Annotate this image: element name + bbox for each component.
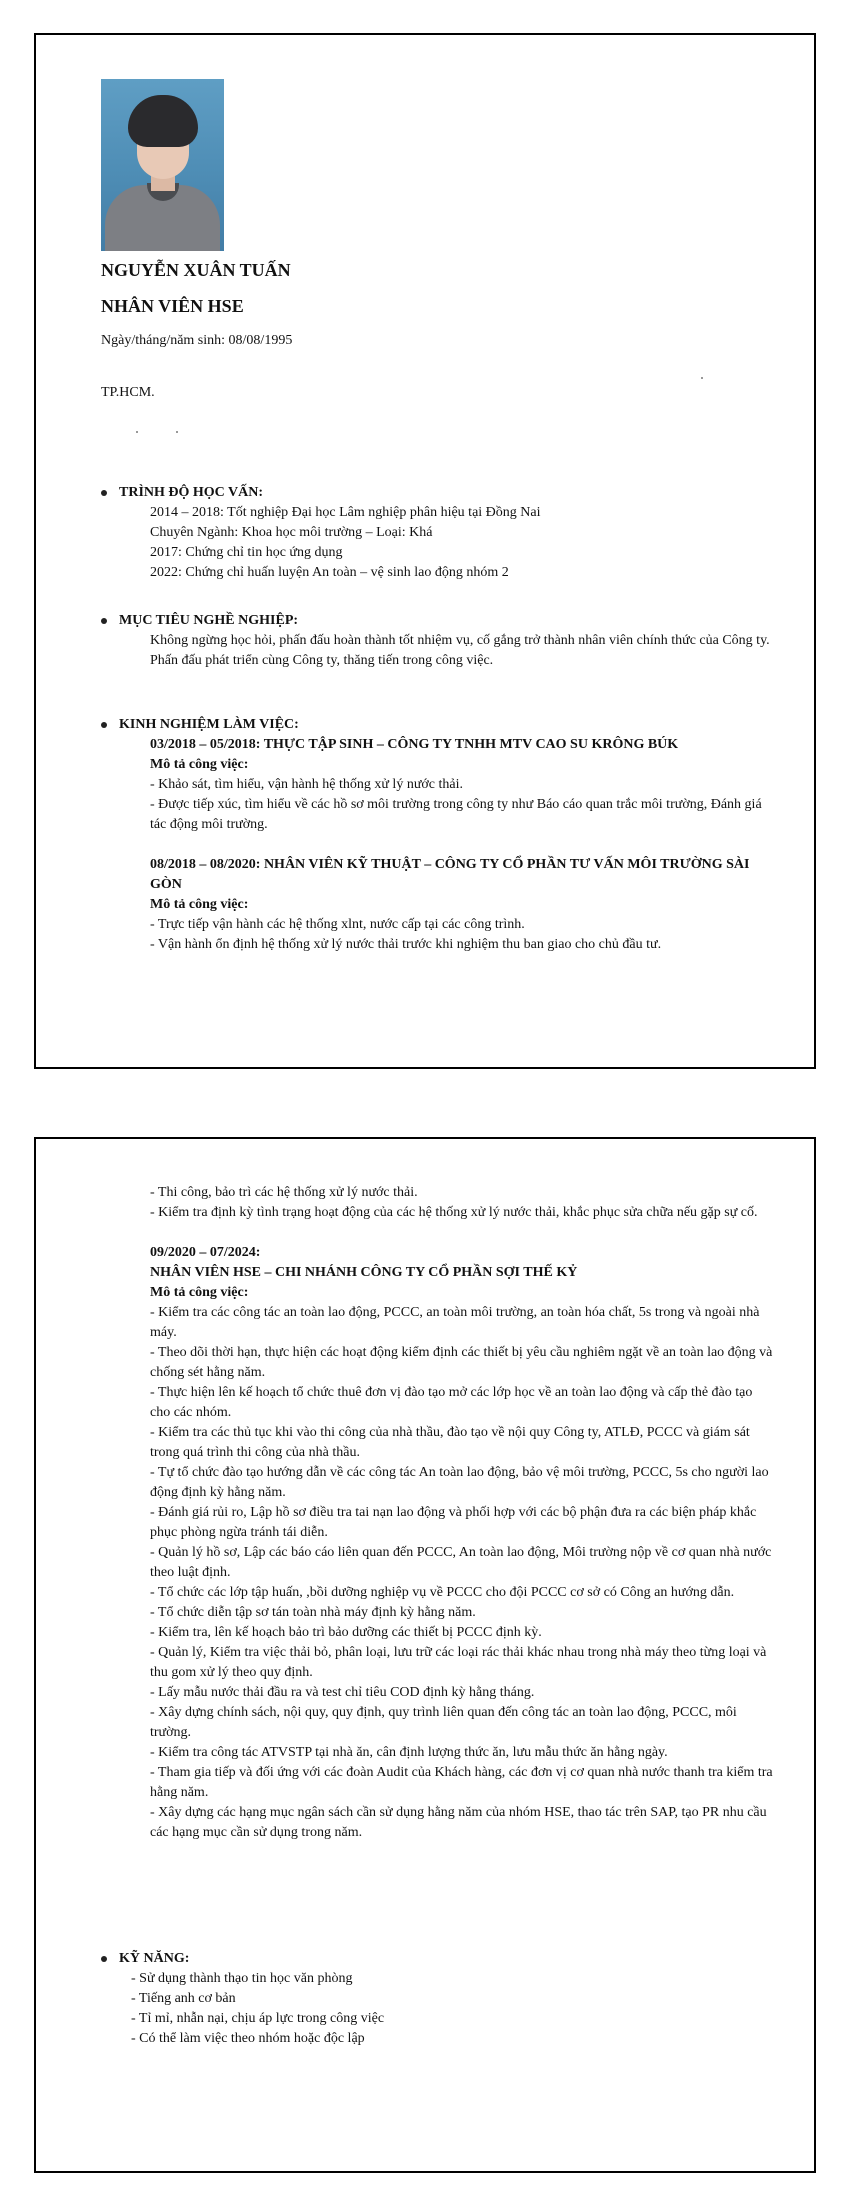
bullet-icon [101, 618, 107, 624]
bullet-icon [101, 490, 107, 496]
job-task: - Kiểm tra định kỳ tình trạng hoạt động của các hệ thống xử lý nước thải, khắc phục sửa chữa nếu gặp sự cố. [150, 1205, 758, 1220]
education-line: Chuyên Ngành: Khoa học môi trường – Loại: Khá [150, 525, 433, 540]
candidate-position: NHÂN VIÊN HSE [101, 296, 244, 316]
job-task: - Được tiếp xúc, tìm hiểu về các hồ sơ môi trường trong công ty như Báo cáo quan trắc môi trường, Đánh giá tác động môi trường. [150, 797, 762, 832]
bullet-icon [101, 1956, 107, 1962]
job-task: - Tổ chức các lớp tập huấn, ,bồi dưỡng nghiệp vụ về PCCC cho đội PCCC cơ sở có Công an hướng dẫn. [150, 1585, 735, 1600]
job-task: - Trực tiếp vận hành các hệ thống xlnt, nước cấp tại các công trình. [150, 917, 525, 932]
job-task: - Xây dựng các hạng mục ngân sách cần sử dụng hằng năm của nhóm HSE, thao tác trên SAP, tạo PR nhu cầu các hạng mục cần sử dụng trong năm. [150, 1805, 767, 1840]
job-desc-label: Mô tả công việc: [150, 757, 249, 772]
date-of-birth: Ngày/tháng/năm sinh: 08/08/1995 [101, 333, 293, 348]
experience-heading [101, 715, 774, 735]
job-task: - Kiểm tra, lên kế hoạch bảo trì bảo dưỡng các thiết bị PCCC định kỳ. [150, 1625, 542, 1640]
education-title: TRÌNH ĐỘ HỌC VẤN: [119, 485, 264, 500]
job-task: - Lấy mẫu nước thải đầu ra và test chỉ tiêu COD định kỳ hằng tháng. [150, 1685, 535, 1700]
job-task: - Đánh giá rủi ro, Lập hồ sơ điều tra tai nạn lao động và phối hợp với các bộ phận đưa ra các biện pháp khắc phục phòng ngừa tránh tái diễn. [150, 1505, 757, 1540]
skill-item: - Sử dụng thành thạo tin học văn phòng [131, 1971, 353, 1986]
job-date: 09/2020 – 07/2024: [150, 1245, 261, 1260]
job-task: - Kiểm tra công tác ATVSTP tại nhà ăn, cân định lượng thức ăn, lưu mẫu thức ăn hằng ngày. [150, 1745, 668, 1760]
skill-item: - Có thể làm việc theo nhóm hoặc độc lập [131, 2031, 365, 2046]
job-task: - Thực hiện lên kế hoạch tổ chức thuê đơn vị đào tạo mở các lớp học về an toàn lao động và cấp thẻ đào tạo cho các nhóm. [150, 1385, 753, 1420]
scan-speck [176, 431, 178, 433]
job-title: 03/2018 – 05/2018: THỰC TẬP SINH – CÔNG TY TNHH MTV CAO SU KRÔNG BÚK [150, 737, 679, 752]
job-task: - Tham gia tiếp và đối ứng với các đoàn Audit của Khách hàng, các đơn vị cơ quan nhà nước thanh tra kiểm tra hằng năm. [150, 1765, 773, 1800]
education-section [101, 483, 774, 583]
resume-page-2 [34, 1137, 816, 2173]
job-task: - Xây dựng chính sách, nội quy, quy định, quy trình liên quan đến công tác an toàn lao động, PCCC, môi trường. [150, 1705, 737, 1740]
skill-item: - Tiếng anh cơ bản [131, 1991, 236, 2006]
skills-section [101, 1949, 774, 2049]
objective-title: MỤC TIÊU NGHỀ NGHIỆP: [119, 613, 299, 628]
job-desc-label: Mô tả công việc: [150, 1285, 249, 1300]
candidate-name: NGUYỄN XUÂN TUẤN [101, 260, 291, 280]
job-task: - Vận hành ổn định hệ thống xử lý nước thải trước khi nghiệm thu ban giao cho chủ đầu tư. [150, 937, 662, 952]
job-task: - Tổ chức diễn tập sơ tán toàn nhà máy định kỳ hằng năm. [150, 1605, 476, 1620]
skill-item: - Tỉ mỉ, nhẫn nại, chịu áp lực trong công việc [131, 2011, 385, 2026]
job-desc-label: Mô tả công việc: [150, 897, 249, 912]
objective-section [101, 611, 774, 671]
objective-line: Phấn đấu phát triển cùng Công ty, thăng tiến trong công việc. [150, 653, 494, 668]
experience-title: KINH NGHIỆM LÀM VIỆC: [119, 717, 299, 732]
job-task: - Quản lý, Kiểm tra việc thải bỏ, phân loại, lưu trữ các loại rác thải khác nhau trong nhà máy theo từng loại và thu gom xử lý theo quy định. [150, 1645, 767, 1680]
job-task: - Tự tổ chức đào tạo hướng dẫn về các công tác An toàn lao động, bảo vệ môi trường, PCCC, 5s cho người lao động định kỳ hằng năm. [150, 1465, 769, 1500]
profile-photo [101, 79, 224, 251]
job-task: - Quản lý hồ sơ, Lập các báo cáo liên quan đến PCCC, An toàn lao động, Môi trường nộp về cơ quan nhà nước theo luật định. [150, 1545, 772, 1580]
skills-title: KỸ NĂNG: [119, 1951, 190, 1966]
resume-page-1 [34, 33, 816, 1069]
scan-speck [701, 377, 703, 379]
education-heading [101, 483, 774, 503]
job-task: - Thi công, bảo trì các hệ thống xử lý nước thải. [150, 1185, 418, 1200]
job-task: - Theo dõi thời hạn, thực hiện các hoạt động kiểm định các thiết bị yêu cầu nghiêm ngặt về an toàn lao động và chống sét hằng năm. [150, 1345, 773, 1380]
photo-hair [128, 95, 198, 147]
scan-speck [136, 431, 138, 433]
education-line: 2017: Chứng chỉ tin học ứng dụng [150, 545, 343, 560]
experience-section [101, 715, 774, 955]
address: TP.HCM. [101, 385, 155, 400]
experience-continued [101, 1183, 774, 1843]
job-task: - Khảo sát, tìm hiểu, vận hành hệ thống xử lý nước thải. [150, 777, 464, 792]
objective-heading [101, 611, 774, 631]
job-title: NHÂN VIÊN HSE – CHI NHÁNH CÔNG TY CỔ PHẦN SỢI THẾ KỶ [150, 1265, 578, 1280]
objective-line: Không ngừng học hỏi, phấn đấu hoàn thành tốt nhiệm vụ, cố gắng trở thành nhân viên chính thức của Công ty. [150, 633, 770, 648]
education-line: 2022: Chứng chỉ huấn luyện An toàn – vệ sinh lao động nhóm 2 [150, 565, 509, 580]
job-task: - Kiểm tra các thủ tục khi vào thi công của nhà thầu, đào tạo về nội quy Công ty, ATLĐ, PCCC và giám sát trong quá trình thi công của nhà thầu. [150, 1425, 750, 1460]
job-task: - Kiểm tra các công tác an toàn lao động, PCCC, an toàn môi trường, an toàn hóa chất, 5s trong và ngoài nhà máy. [150, 1305, 760, 1340]
education-line: 2014 – 2018: Tốt nghiệp Đại học Lâm nghiệp phân hiệu tại Đồng Nai [150, 505, 541, 520]
bullet-icon [101, 722, 107, 728]
job-title: 08/2018 – 08/2020: NHÂN VIÊN KỸ THUẬT – CÔNG TY CỔ PHẦN TƯ VẤN MÔI TRƯỜNG SÀI GÒN [150, 857, 750, 892]
skills-heading [101, 1949, 774, 1969]
